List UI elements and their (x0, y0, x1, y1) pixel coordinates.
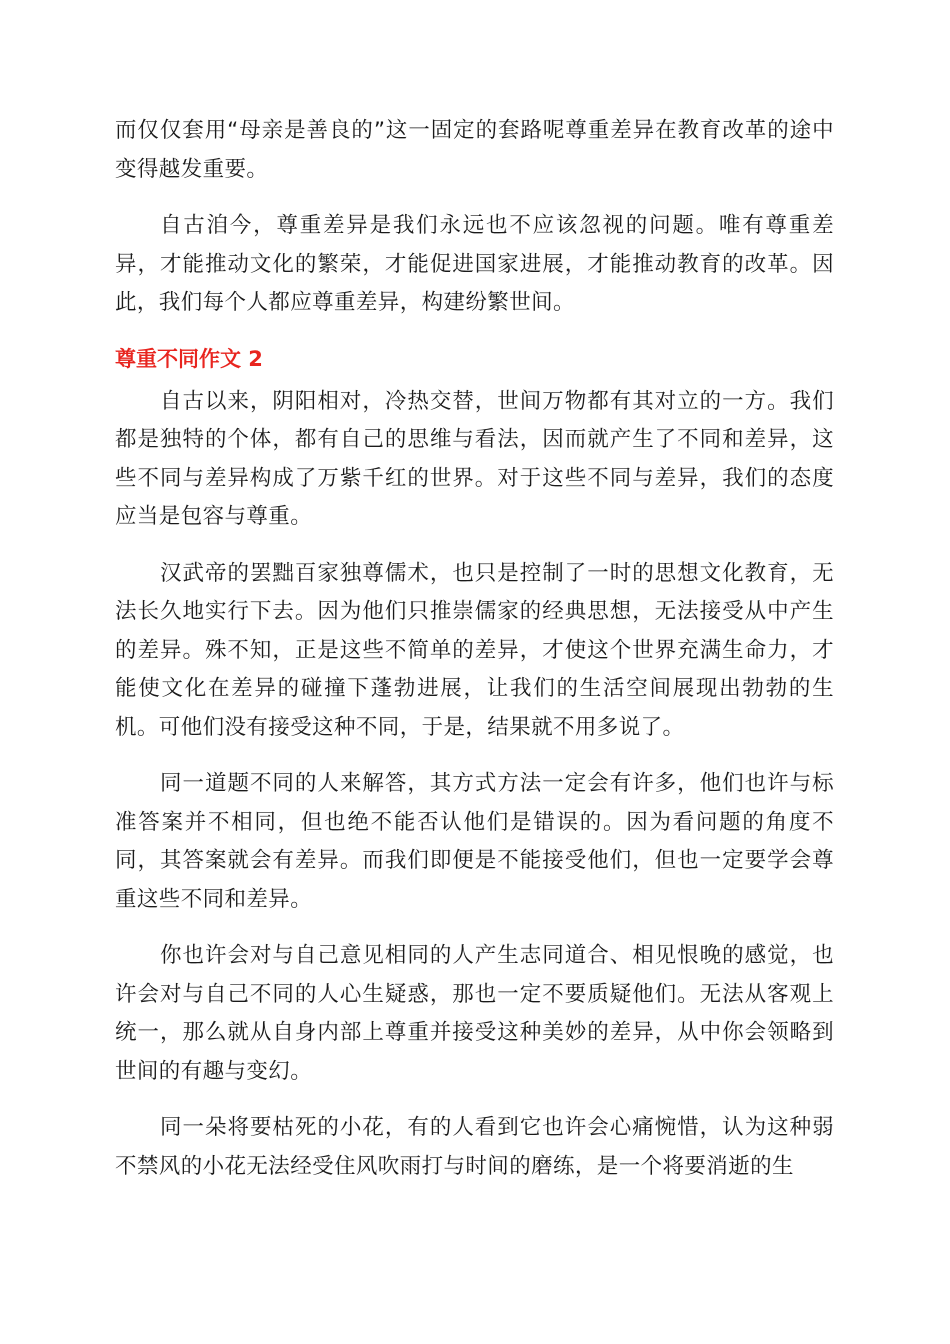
section-title: 尊重不同作文 2 (115, 346, 263, 371)
paragraph: 你也许会对与自己意见相同的人产生志同道合、相见恨晚的感觉，也许会对与自己不同的人心生疑惑，那也一定不要质疑他们。无法从客观上统一，那么就从自身内部上尊重并接受这种美妙的差异，从中你会领略到世间的有趣与变幻。 (115, 943, 834, 1084)
paragraph-conclusion: 自古洎今，尊重差异是我们永远也不应该忽视的问题。唯有尊重差异，才能推动文化的繁荣，才能促进国家进展，才能推动教育的改革。因此，我们每个人都应尊重差异，构建纷繁世间。 (115, 213, 834, 315)
paragraph: 自古以来，阴阳相对，冷热交替，世间万物都有其对立的一方。我们都是独特的个体，都有自己的思维与看法，因而就产生了不同和差异，这些不同与差异构成了万紫千红的世界。对于这些不同与差异，我们的态度应当是包容与尊重。 (115, 388, 834, 529)
paragraph-continuation: 而仅仅套用“母亲是善良的”这一固定的套路呢尊重差异在教育改革的途中变得越发重要。 (115, 118, 834, 182)
document-body (115, 112, 834, 1204)
paragraph: 同一朵将要枯死的小花，有的人看到它也许会心痛惋惜，认为这种弱不禁风的小花无法经受住风吹雨打与时间的磨练，是一个将要消逝的生 (115, 1115, 834, 1179)
paragraph: 同一道题不同的人来解答，其方式方法一定会有许多，他们也许与标准答案并不相同，但也绝不能否认他们是错误的。因为看问题的角度不同，其答案就会有差异。而我们即便是不能接受他们，但也一定要学会尊重这些不同和差异。 (115, 771, 834, 912)
paragraph: 汉武帝的罢黜百家独尊儒术，也只是控制了一时的思想文化教育，无法长久地实行下去。因为他们只推崇儒家的经典思想，无法接受从中产生的差异。殊不知，正是这些不简单的差异，才使这个世界充满生命力，才能使文化在差异的碰撞下蓬勃进展，让我们的生活空间展现出勃勃的生机。可他们没有接受这种不同，于是，结果就不用多说了。 (115, 560, 834, 740)
